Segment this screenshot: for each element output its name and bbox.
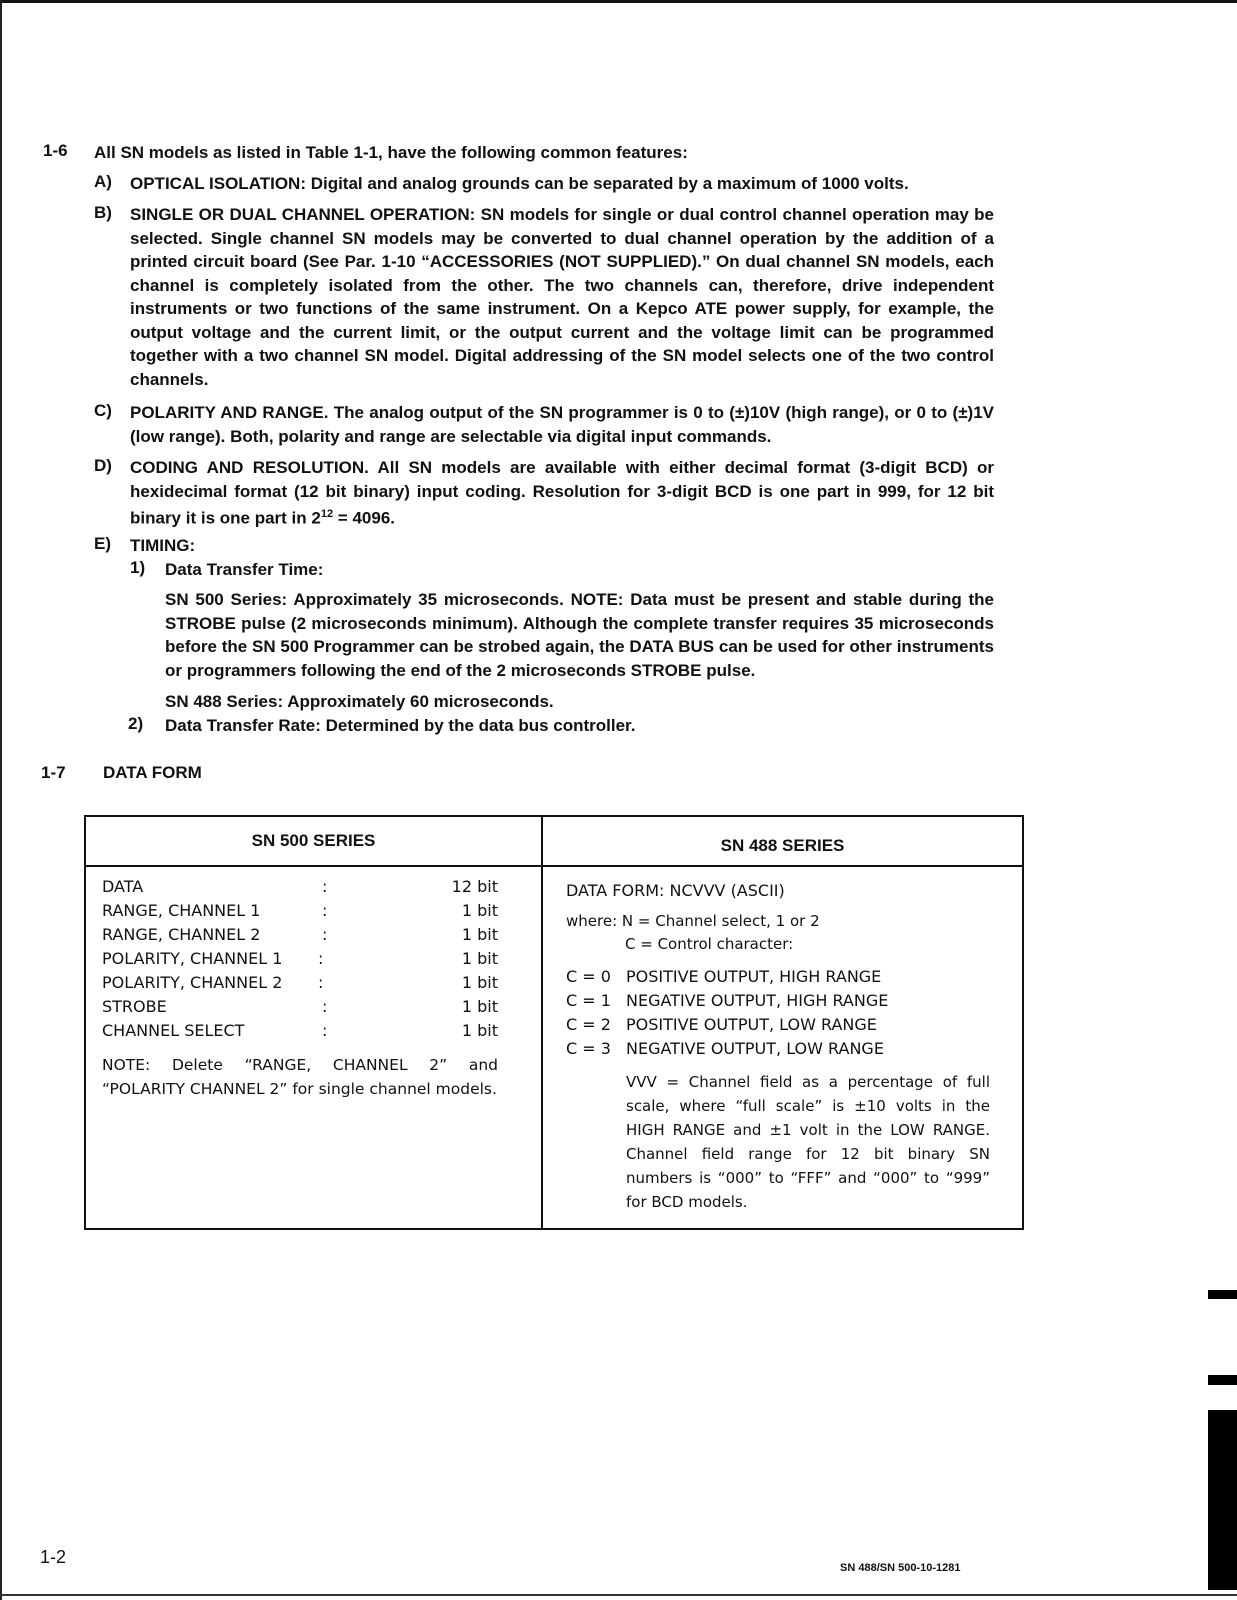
section-intro: All SN models as listed in Table 1-1, have the following common features: bbox=[94, 143, 688, 162]
item-e-text: TIMING: bbox=[130, 536, 196, 555]
item-c-text: POLARITY AND RANGE. The analog output of the SN programmer is 0 to (±)10V (high range), or 0 to (±)1V (low range). Both, polarity and range are selectable via digital input commands. bbox=[130, 403, 994, 446]
row-value: 1 bit bbox=[461, 949, 498, 968]
table-divider-vertical bbox=[541, 817, 543, 1228]
row-value: 1 bit bbox=[461, 997, 498, 1016]
document-id: SN 488/SN 500-10-1281 bbox=[840, 1562, 961, 1574]
section-number-1-6: 1-6 bbox=[43, 141, 68, 160]
table-header-sn500: SN 500 SERIES bbox=[251, 831, 376, 850]
sn500-note: NOTE: Delete “RANGE, CHANNEL 2” and “POLARITY CHANNEL 2” for single channel models. bbox=[102, 1056, 498, 1098]
code-label: C = 1 bbox=[566, 991, 611, 1010]
table-row: CHANNEL SELECT bbox=[102, 1021, 245, 1040]
timing-1-label: 1) bbox=[130, 558, 146, 577]
table-row: RANGE, CHANNEL 1 bbox=[102, 901, 261, 920]
item-a-label: A) bbox=[94, 172, 112, 191]
edge-mark bbox=[1208, 1410, 1237, 1590]
edge-mark bbox=[1208, 1375, 1237, 1385]
item-d-label: D) bbox=[94, 456, 112, 475]
code-label: C = 3 bbox=[566, 1039, 611, 1058]
code-label: C = 2 bbox=[566, 1015, 611, 1034]
table-row: POLARITY, CHANNEL 2 bbox=[102, 973, 283, 992]
item-b-label: B) bbox=[94, 203, 112, 222]
code-description: POSITIVE OUTPUT, HIGH RANGE bbox=[626, 967, 882, 986]
sn488-timing-note: SN 488 Series: Approximately 60 microseconds. bbox=[165, 692, 554, 711]
page-border-top bbox=[0, 0, 1237, 3]
page-number: 1-2 bbox=[40, 1547, 67, 1567]
sn500-timing-note: SN 500 Series: Approximately 35 microseconds. NOTE: Data must be present and stable during the STROBE pulse (2 microseconds minimum). Although the complete transfer requires 35 microseconds before the SN 500 Programmer can be strobed again, the DATA BUS can be used for other instruments or programmers following the end of the 2 microseconds STROBE pulse. bbox=[165, 590, 994, 680]
row-colon: : bbox=[318, 949, 324, 968]
page-border-bottom bbox=[0, 1594, 1237, 1596]
table-row: STROBE bbox=[102, 997, 167, 1016]
row-value: 1 bit bbox=[461, 973, 498, 992]
timing-1-title: Data Transfer Time: bbox=[165, 560, 324, 579]
timing-2-title: Data Transfer Rate: Determined by the data bus controller. bbox=[165, 716, 636, 735]
data-form-table bbox=[84, 815, 1024, 1230]
code-description: NEGATIVE OUTPUT, HIGH RANGE bbox=[626, 991, 889, 1010]
row-colon: : bbox=[322, 925, 328, 944]
row-colon: : bbox=[322, 1021, 328, 1040]
page-border-left bbox=[0, 0, 2, 1600]
row-value: 1 bit bbox=[461, 925, 498, 944]
item-d-text: CODING AND RESOLUTION. All SN models are available with either decimal format (3-digit BCD) or hexidecimal format (12 bit binary) input coding. Resolution for 3-digit BCD is one part in 999, for 12 bit binary it is one part in $2^{12} = 4096$. bbox=[130, 458, 994, 528]
sn488-where-n: where: N = Channel select, 1 or 2 bbox=[566, 912, 820, 930]
table-row: RANGE, CHANNEL 2 bbox=[102, 925, 261, 944]
item-e-label: E) bbox=[94, 534, 111, 553]
table-row: DATA bbox=[102, 877, 144, 896]
row-colon: : bbox=[322, 877, 328, 896]
row-colon: : bbox=[318, 973, 324, 992]
section-number-1-7: 1-7 bbox=[41, 763, 66, 782]
sn488-where-c: C = Control character: bbox=[625, 935, 794, 953]
item-a-text: OPTICAL ISOLATION: Digital and analog grounds can be separated by a maximum of 1000 volts. bbox=[130, 174, 909, 193]
table-divider-horizontal bbox=[86, 865, 1022, 867]
table-row: POLARITY, CHANNEL 1 bbox=[102, 949, 283, 968]
code-label: C = 0 bbox=[566, 967, 611, 986]
row-value: 12 bit bbox=[451, 877, 498, 896]
row-colon: : bbox=[322, 901, 328, 920]
code-description: POSITIVE OUTPUT, LOW RANGE bbox=[626, 1015, 877, 1034]
sn488-data-form: DATA FORM: NCVVV (ASCII) bbox=[566, 881, 785, 900]
table-header-sn488: SN 488 SERIES bbox=[720, 836, 845, 855]
code-description: NEGATIVE OUTPUT, LOW RANGE bbox=[626, 1039, 884, 1058]
edge-mark bbox=[1208, 1290, 1237, 1299]
sn488-vvv-description: VVV = Channel field as a percentage of full scale, where “full scale” is ±10 volts in the HIGH RANGE and ±1 volt in the LOW RANGE. Channel field range for 12 bit binary SN numbers is “000” to “FFF” and “000” to “999” for BCD models. bbox=[626, 1073, 990, 1211]
timing-2-label: 2) bbox=[128, 714, 144, 733]
row-colon: : bbox=[322, 997, 328, 1016]
item-b-text: SINGLE OR DUAL CHANNEL OPERATION: SN models for single or dual control channel operation may be selected. Single channel SN models may be converted to dual channel operation by the addition of a printed circuit board (See Par. 1-10 “ACCESSORIES (NOT SUPPLIED).” On dual channel SN models, each channel is completely isolated from the other. The two channels can, therefore, drive independent instruments or two functions of the same instrument. On a Kepco ATE power supply, for example, the output voltage and the current limit, or the output current and the voltage limit can be programmed together with a two channel SN model. Digital addressing of the SN model selects one of the two control channels. bbox=[130, 205, 994, 389]
item-c-label: C) bbox=[94, 401, 112, 420]
row-value: 1 bit bbox=[461, 901, 498, 920]
section-title-data-form: DATA FORM bbox=[103, 763, 202, 782]
row-value: 1 bit bbox=[461, 1021, 498, 1040]
